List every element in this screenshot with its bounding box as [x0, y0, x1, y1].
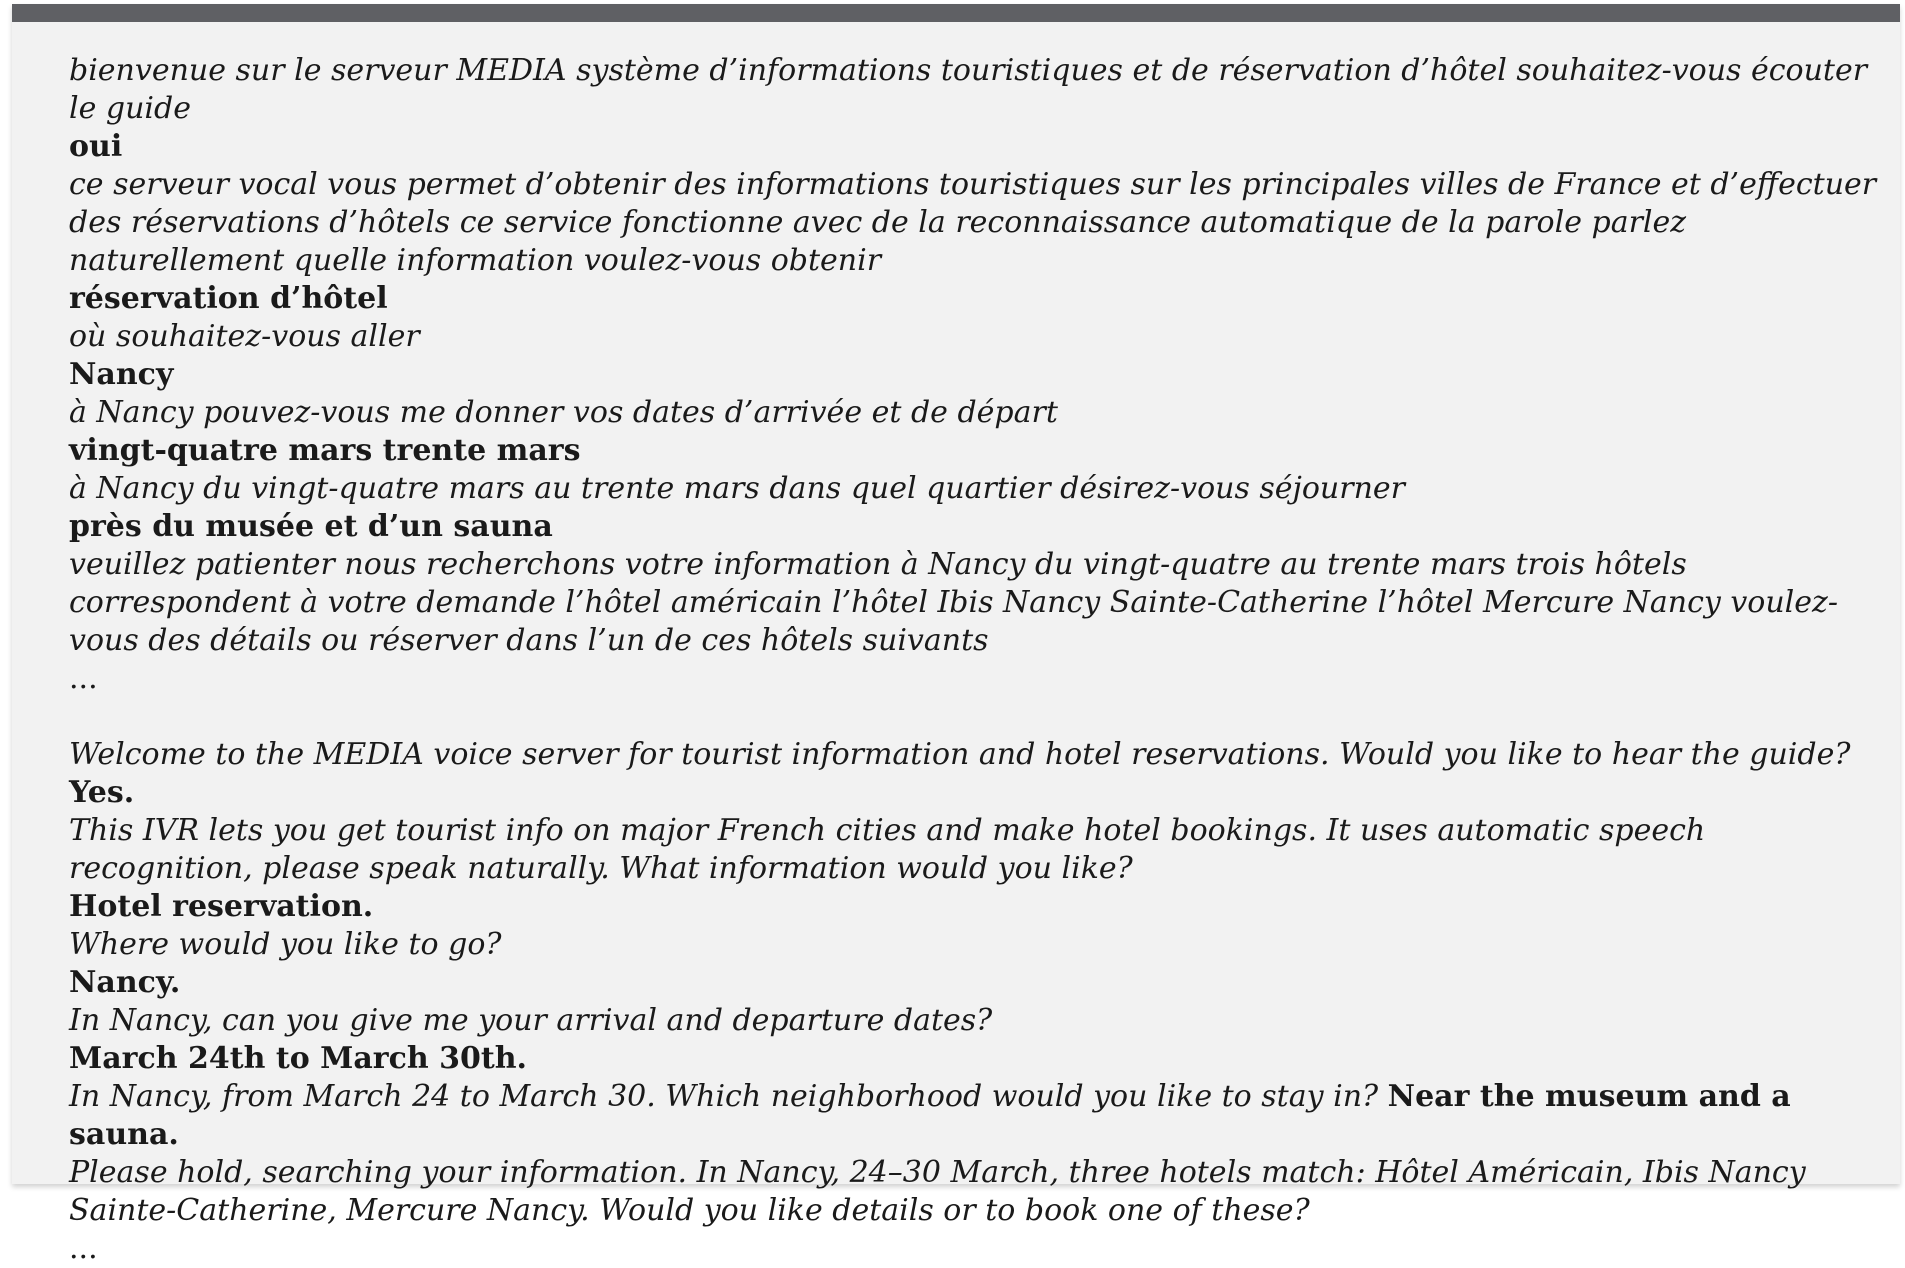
user-turn: Nancy.: [69, 965, 181, 1000]
dialogue-content: [69, 52, 1879, 1268]
system-turn: This IVR lets you get tourist info on major French cities and make hotel bookings. It uses automatic speech recognition, please speak naturally. What information would you like?: [69, 813, 1706, 886]
system-turn: Where would you like to go?: [69, 927, 502, 962]
system-turn: Please hold, searching your information. In Nancy, 24–30 March, three hotels match: Hôtel Américain, Ibis Nancy Sainte-Catherine, Mercure Nancy. Would you like details or to book one of these?: [69, 1155, 1806, 1228]
system-turn: veuillez patienter nous recherchons votre information à Nancy du vingt-quatre au trente mars trois hôtels correspondent à votre demande l’hôtel américain l’hôtel Ibis Nancy Sainte-Catherine l’hôtel Mercure Nancy voulez-vous des détails ou réserver dans l’un de ces hôtels suivants: [69, 547, 1838, 658]
system-turn: Welcome to the MEDIA voice server for tourist information and hotel reservations. Would you like to hear the guide?: [69, 737, 1851, 772]
user-turn: Hotel reservation.: [69, 889, 374, 924]
section-gap: [69, 698, 1879, 736]
system-turn: à Nancy du vingt-quatre mars au trente mars dans quel quartier désirez-vous séjourner: [69, 471, 1405, 506]
ellipsis: ...: [69, 661, 98, 696]
user-turn: Yes.: [69, 775, 135, 810]
mixed-turn-line: [69, 1078, 1879, 1154]
system-turn: In Nancy, can you give me your arrival and departure dates?: [69, 1003, 993, 1038]
system-turn: bienvenue sur le serveur MEDIA système d’informations touristiques et de réservation d’hôtel souhaitez-vous écouter le guide: [69, 53, 1868, 126]
user-turn: oui: [69, 129, 123, 164]
ellipsis: ...: [69, 1231, 98, 1266]
user-turn: près du musée et d’un sauna: [69, 509, 553, 544]
user-turn: March 24th to March 30th.: [69, 1041, 527, 1076]
user-turn: réservation d’hôtel: [69, 281, 388, 316]
system-turn: In Nancy, from March 24 to March 30. Which neighborhood would you like to stay in?: [69, 1079, 1379, 1114]
french-dialogue: [69, 52, 1879, 698]
user-turn: Nancy: [69, 357, 174, 392]
system-turn: ce serveur vocal vous permet d’obtenir des informations touristiques sur les principales villes de France et d’effectuer des réservations d’hôtels ce service fonctionne avec de la reconnaissance automatique de la parole parlez naturellement quelle information voulez-vous obtenir: [69, 167, 1877, 278]
transcript-panel: [12, 4, 1900, 1266]
user-turn: vingt-quatre mars trente mars: [69, 433, 581, 468]
user-turn: Near the museum and a sauna.: [69, 1079, 1791, 1152]
panel-top-bar: [12, 4, 1900, 22]
system-turn: à Nancy pouvez-vous me donner vos dates d’arrivée et de départ: [69, 395, 1058, 430]
english-dialogue: [69, 736, 1879, 1268]
system-turn: où souhaitez-vous aller: [69, 319, 420, 354]
